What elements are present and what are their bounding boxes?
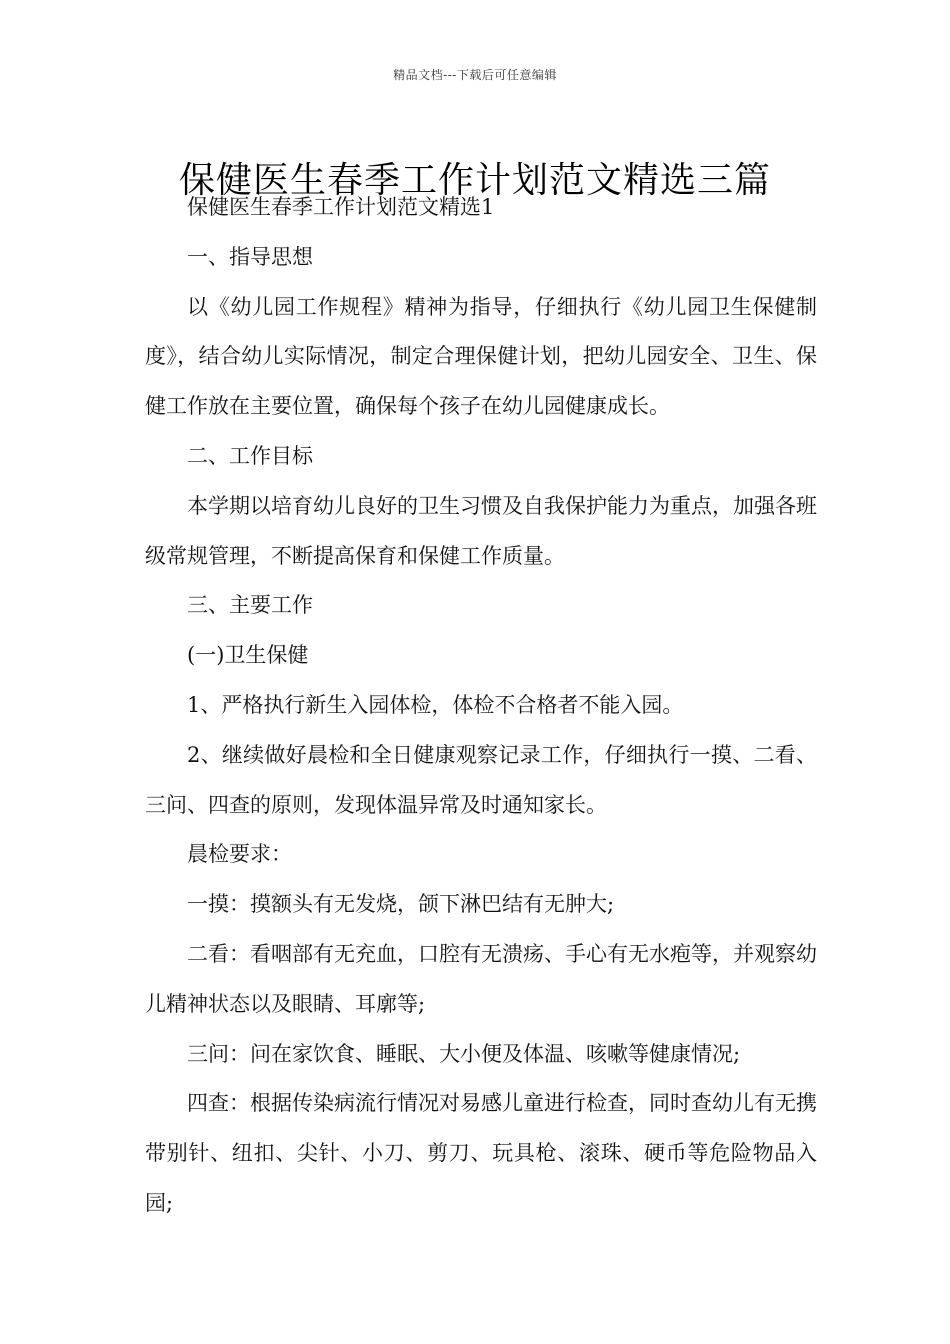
subtitle-paragraph: 保健医生春季工作计划范文精选1 [187,195,495,219]
morning-check-touch: 一摸：摸额头有无发烧，颌下淋巴结有无肿大; [187,892,615,917]
document-header-note: 精品文档---下载后可任意编辑 [393,68,557,82]
subsection-heading-hygiene: (一)卫生保健 [187,643,309,668]
document-title: 保健医生春季工作计划范文精选三篇 [178,160,771,202]
section-heading-work-goals: 二、工作目标 [187,443,313,468]
morning-check-inspect: 四查：根据传染病流行情况对易感儿童进行检查，同时查幼儿有无携带别针、纽扣、尖针、小刀、剪刀、玩具枪、滚珠、硬币等危险物品入园; [145,1091,817,1215]
morning-check-ask: 三问：问在家饮食、睡眠、大小便及体温、咳嗽等健康情况; [187,1041,741,1066]
morning-check-look: 二看：看咽部有无充血，口腔有无溃疡、手心有无水疱等，并观察幼儿精神状态以及眼睛、耳廓等; [145,941,817,1016]
paragraph-work-goals: 本学期以培育幼儿良好的卫生习惯及自我保护能力为重点，加强各班级常规管理，不断提高保育和保健工作质量。 [145,493,817,568]
list-item-2: 2、继续做好晨检和全日健康观察记录工作，仔细执行一摸、二看、三问、四查的原则，发现体温异常及时通知家长。 [145,742,817,817]
document-body [145,183,817,1229]
section-heading-main-work: 三、主要工作 [187,593,313,618]
morning-check-heading: 晨检要求： [187,842,292,867]
section-heading-guiding-thought: 一、指导思想 [187,244,313,269]
list-item-1: 1、严格执行新生入园体检，体检不合格者不能入园。 [187,692,684,717]
paragraph-guiding-thought: 以《幼儿园工作规程》精神为指导，仔细执行《幼儿园卫生保健制度》，结合幼儿实际情况，制定合理保健计划，把幼儿园安全、卫生、保健工作放在主要位置，确保每个孩子在幼儿园健康成长。 [145,294,817,419]
